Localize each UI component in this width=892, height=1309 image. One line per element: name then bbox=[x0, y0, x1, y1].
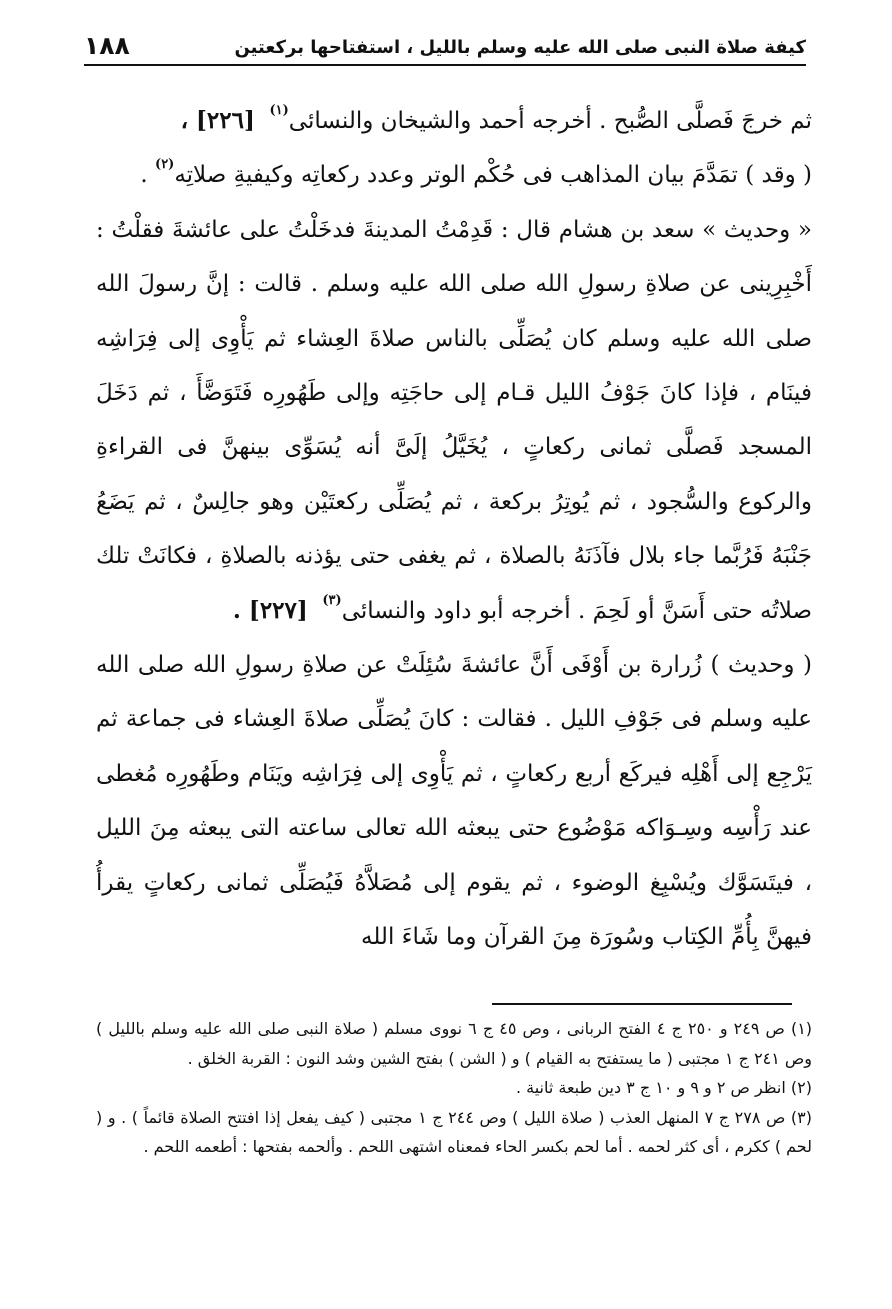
paragraph-3 bbox=[96, 203, 812, 638]
paragraph-2-end: . bbox=[140, 162, 156, 189]
paragraph-1-text: ثم خرجَ فَصلَّى الصُّبح . أخرجه أحمد والشيخان والنسائى bbox=[288, 108, 812, 134]
footnotes bbox=[96, 1014, 812, 1162]
footnote-marker-3: (٣) bbox=[322, 592, 342, 608]
footnote-3: (٣) ص ٢٧٨ ج ٧ المنهل العذب ( صلاة الليل ) وص ٢٤٤ ج ١ مجتبى ( كيف يفعل إذا افتتح الصلاة قائماً ) . و ( لحم ) ككرم ، أى كثر لحمه . أما لحم بكسر الحاء فمعناه اشتهى اللحم . وألحمه بفتحها : أطعمه اللحم . bbox=[96, 1107, 813, 1156]
paragraph-4-text: ( وحديث ) زُرارة بن أَوْفَى أَنَّ عائشةَ سُئِلَتْ عن صلاةِ رسولِ الله صلى الله عليه وسلم فى جَوْفِ الليل . فقالت : كانَ يُصَلِّى صلاةَ العِشاء فى جماعة ثم يَرْجِع إلى أَهْلِه فيركَع أربع ركعاتٍ ، ثم يَأْوِى إلى فِرَاشِه ويَنَام وطَهُورِه مُغطى عند رَأْسِه وسِـوَاكه مَوْضُوع حتى يبعثه الله تعالى ساعته التى يبعثه مِنَ الليل ، فيتَسَوَّك ويُسْبِغ الوضوء ، ثم يقوم إلى مُصَلاَّهُ فَيُصَلِّى ثمانى ركعاتٍ يقرأُ فيهنَّ بِأُمِّ الكِتاب وسُورَة مِنَ القرآن وما شَاءَ الله bbox=[96, 652, 812, 951]
paragraph-2-text: ( وقد ) تمَدَّمَ بيان المذاهب فى حُكْم الوتر وعدد ركعاتِه وكيفيةِ صلاتِه bbox=[174, 162, 812, 189]
hadith-number-226: [٢٢٦] ، bbox=[180, 107, 255, 134]
footnote-2: (٢) انظر ص ٢ و ٩ و ١٠ ج ٣ دين طبعة ثانية . bbox=[515, 1078, 812, 1097]
page-number: ١٨٨ bbox=[84, 31, 130, 60]
main-text bbox=[96, 94, 812, 965]
paragraph-1 bbox=[96, 94, 812, 148]
footnote-1: (١) ص ٢٤٩ و ٢٥٠ ج ٤ الفتح الربانى ، وص ٤٥ ج ٦ نووى مسلم ( صلاة النبى صلى الله عليه وسلم بالليل ) وص ٢٤١ ج ١ مجتبى ( ما يستفتح به القيام ) و ( الشن ) بفتح الشين وشد النون : القربة الخلق . bbox=[96, 1019, 813, 1068]
paragraph-2 bbox=[96, 148, 812, 202]
footnote-marker-2: (٢) bbox=[155, 157, 175, 173]
footnote-divider bbox=[492, 1003, 792, 1005]
footnote-marker-1: (١) bbox=[269, 103, 289, 118]
paragraph-4 bbox=[96, 638, 812, 964]
hadith-number-227: [٢٢٧] . bbox=[232, 596, 308, 624]
paragraph-3-text: « وحديث » سعد بن هشام قال : قَدِمْتُ المدينةَ فدخَلْتُ على عائشةَ فقلْتُ : أَخْبِرِينى عن صلاةِ رسولِ الله صلى الله عليه وسلم . قالت : إنَّ رسولَ الله صلى الله عليه وسلم كان يُصَلِّى بالناس صلاةَ العِشاء ثم يَأْوِى إلى فِرَاشِه فينَام ، فإذا كانَ جَوْفُ الليل قـام إلى حاجَتِه وإلى طَهُورِه فَتَوَضَّأَ ، ثم دَخَلَ المسجد فَصلَّى ثمانى ركعاتٍ ، يُخَيَّلُ إلَىَّ أنه يُسَوِّى بينهنَّ فى القراءةِ والركوع والسُّجود ، ثم يُوتِرُ بركعة ، ثم يُصَلِّى ركعتَيْن وهو جالِسٌ ، ثم يَضَعُ جَنْبَهُ فَرُبَّما جاء بلال فآذَنَهُ بالصلاة ، ثم يغفى حتى يؤذنه بالصلاةِ ، فكانَتْ تلك صلاتُه حتى أَسَنَّ أو لَحِمَ . أخرجه أبو داود والنسائى bbox=[96, 216, 812, 624]
running-title: كيفة صلاة النبى صلى الله عليه وسلم بالليل ، استفتاحها بركعتين bbox=[234, 37, 806, 58]
page-header bbox=[84, 20, 806, 66]
